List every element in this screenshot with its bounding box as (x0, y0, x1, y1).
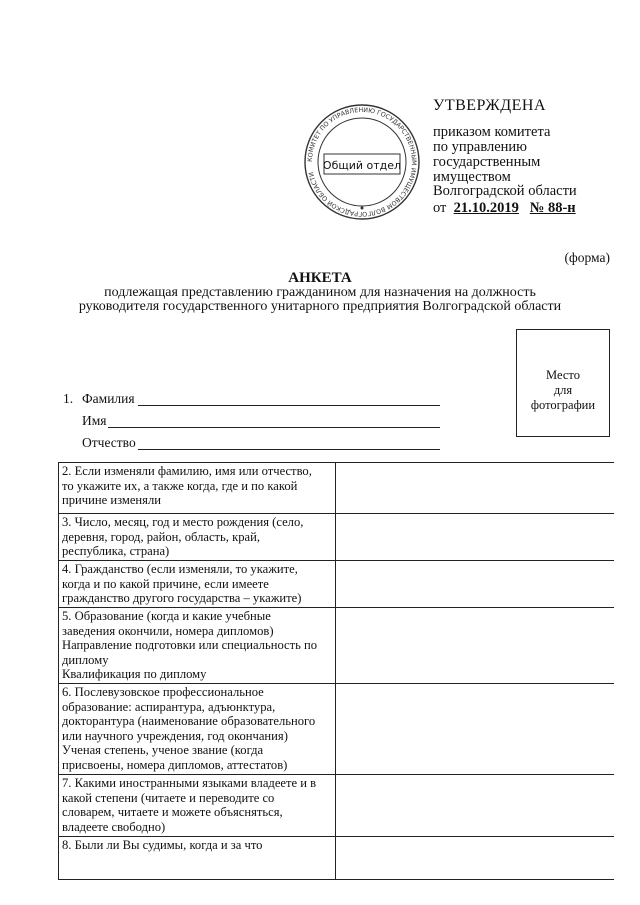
stamp-ring-text: КОМИТЕТ ПО УПРАВЛЕНИЮ ГОСУДАРСТВЕННЫМ ИМУЩЕСТВОМ ВОЛГОГРАДСКОЙ ОБЛАСТИ (306, 106, 418, 218)
question-cell: 2. Если изменяли фамилию, имя или отчество, то укажите их, а также когда, где и по какой причине изменяли (59, 463, 336, 514)
table-row (59, 837, 615, 880)
patronymic-label: Отчество (82, 435, 136, 450)
surname-field[interactable] (138, 405, 440, 406)
table-row (59, 775, 615, 837)
document-subtitle-line1: подлежащая представлению гражданином для назначения на должность (104, 285, 536, 300)
order-from-label: от (433, 200, 447, 216)
first-name-field[interactable] (108, 427, 440, 428)
table-row (59, 463, 615, 514)
patronymic-field[interactable] (138, 449, 440, 450)
question-cell: 5. Образование (когда и какие учебные заведения окончили, номера дипломов) Направление подготовки или специальность по диплому Квалификация по диплому (59, 608, 336, 684)
document-title: АНКЕТА (288, 270, 352, 286)
first-name-label: Имя (82, 413, 107, 428)
answer-cell[interactable] (336, 608, 615, 684)
question-cell: 3. Число, месяц, год и место рождения (село, деревня, город, район, область, край, республика, страна) (59, 514, 336, 561)
order-number: № 88-н (529, 200, 576, 216)
table-row (59, 684, 615, 775)
question-cell: 7. Какими иностранными языками владеете и в какой степени (читаете и переводите со словарем, читаете и можете объясняться, владеете свободно) (59, 775, 336, 837)
approval-line: по управлению (433, 139, 528, 155)
order-date: 21.10.2019 (453, 200, 519, 216)
document-subtitle-line2: руководителя государственного унитарного предприятия Волгоградской области (78, 299, 562, 314)
question-cell: 6. Послевузовское профессиональное образование: аспирантура, адъюнктура, докторантура (наименование образовательного или научного учреждения, год окончания) Ученая степень, ученое звание (когда присвоены, номера дипломов, аттестатов) (59, 684, 336, 775)
answer-cell[interactable] (336, 561, 615, 608)
question-cell: 4. Гражданство (если изменяли, то укажите, когда и по какой причине, если имеете гражданство другого государства – укажите) (59, 561, 336, 608)
approval-line: приказом комитета (433, 124, 551, 140)
photo-placeholder (516, 329, 610, 437)
surname-label: Фамилия (82, 391, 135, 406)
answer-cell[interactable] (336, 837, 615, 880)
order-reference (433, 200, 576, 217)
question-cell: 8. Были ли Вы судимы, когда и за что (59, 837, 336, 880)
stamp-center-text: Общий отдел (322, 159, 402, 172)
photo-label-line2: для (553, 382, 573, 397)
questionnaire-table (58, 462, 614, 880)
approval-line: имуществом (433, 169, 511, 185)
photo-label-line3: фотографии (530, 397, 596, 412)
answer-cell[interactable] (336, 514, 615, 561)
form-label: (форма) (564, 250, 610, 265)
approval-line: Волгоградской области (433, 183, 577, 199)
table-row (59, 608, 615, 684)
answer-cell[interactable] (336, 775, 615, 837)
answer-cell[interactable] (336, 463, 615, 514)
photo-label-line1: Место (546, 367, 580, 382)
approval-title: УТВЕРЖДЕНА (433, 97, 547, 114)
approval-line: государственным (433, 154, 541, 170)
field-number: 1. (63, 391, 74, 406)
table-row (59, 561, 615, 608)
answer-cell[interactable] (336, 684, 615, 775)
official-stamp (302, 102, 422, 222)
table-row (59, 514, 615, 561)
